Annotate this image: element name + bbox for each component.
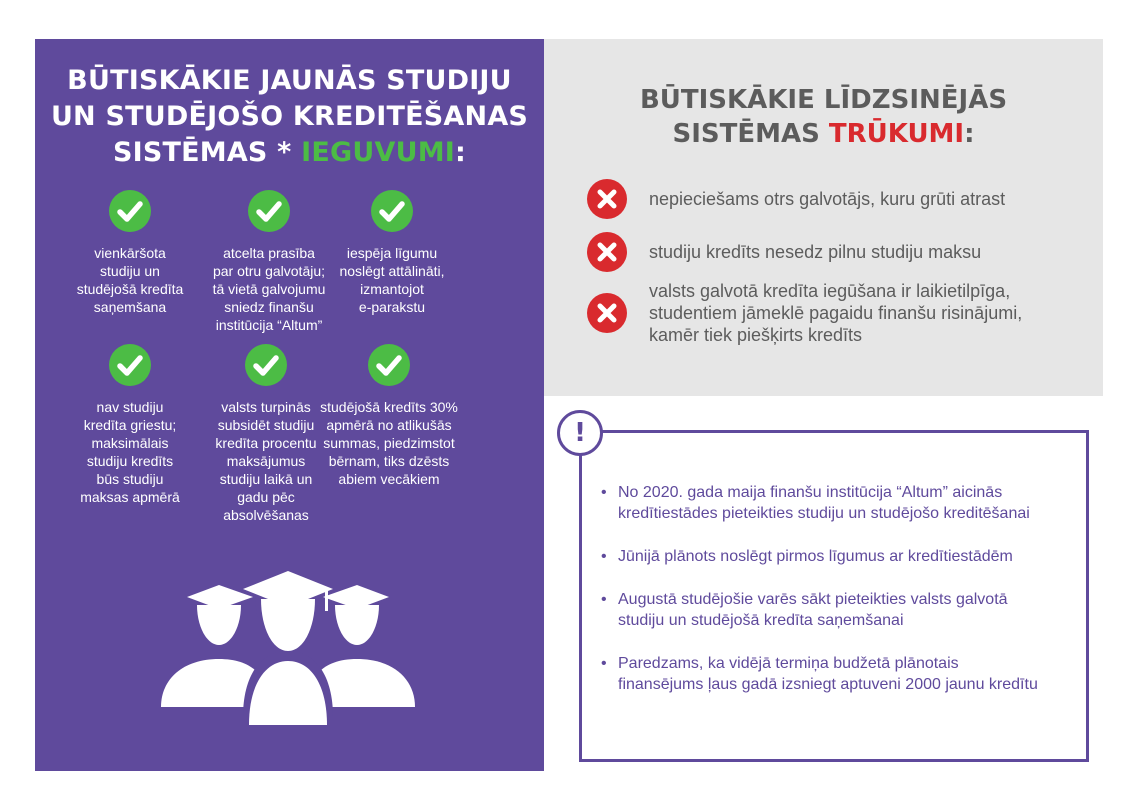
x-icon <box>587 179 627 219</box>
graduates-icon <box>157 567 419 727</box>
alert-icon: ! <box>557 410 603 456</box>
bullet-icon: • <box>601 484 607 501</box>
drawback-text: studiju kredīts nesedz pilnu studiju maksu <box>649 242 982 262</box>
info-list <box>601 482 1081 717</box>
drawbacks-title: BŪTISKĀKIE LĪDZSINĒJĀS SISTĒMAS TRŪKUMI: <box>639 85 1008 149</box>
benefits-panel <box>35 39 544 771</box>
benefit-item <box>314 344 464 488</box>
x-icon <box>587 293 627 333</box>
check-icon <box>245 344 287 386</box>
benefits-title-accent: IEGUVUMI <box>301 137 456 168</box>
check-icon <box>248 190 290 232</box>
benefits-title: BŪTISKĀKIE JAUNĀS STUDIJU UN STUDĒJOŠO KREDITĒŠANAS SISTĒMAS * IEGUVUMI: <box>50 65 529 168</box>
bullet-icon: • <box>601 655 607 672</box>
benefit-text: nav studiju kredīta griestu; maksimālais studiju kredīts būs studiju maksas apmērā <box>80 399 180 505</box>
check-icon <box>109 344 151 386</box>
drawback-item <box>587 232 981 272</box>
benefit-item <box>55 190 205 316</box>
check-icon <box>368 344 410 386</box>
drawbacks-title-accent: TRŪKUMI <box>828 119 965 149</box>
check-icon <box>371 190 413 232</box>
benefit-text: studējošā kredīts 30% apmērā no atlikušās summas, piedzimstot bērnam, tiks dzēsts abiem vecākiem <box>320 399 458 487</box>
check-icon <box>109 190 151 232</box>
list-item: • Paredzams, ka vidējā termiņa budžetā plānotais finansējums ļaus gadā izsniegt aptuveni 2000 jaunu kredītu <box>601 655 1038 693</box>
list-item: • Jūnijā plānots noslēgt pirmos līgumus ar kredītiestādēm <box>601 548 1013 565</box>
benefit-item <box>55 344 205 506</box>
benefit-text: valsts turpinās subsidēt studiju kredīta procentu maksājumus studiju laikā un gadu pēc absolvēšanas <box>215 399 317 523</box>
drawback-item <box>587 280 1022 346</box>
benefit-text: vienkāršota studiju un studējošā kredīta saņemšana <box>76 245 184 315</box>
x-icon <box>587 232 627 272</box>
bullet-icon: • <box>601 548 607 565</box>
list-item: • No 2020. gada maija finanšu institūcija “Altum” aicinās kredītiestādes pieteikties studiju un studējošo kreditēšanai <box>601 484 1030 522</box>
drawback-item <box>587 179 1005 219</box>
bullet-icon: • <box>601 591 607 608</box>
drawback-text: valsts galvotā kredīta iegūšana ir laikietilpīga, studentiem jāmeklē pagaidu finanšu risinājumi, kamēr tiek piešķirts kredīts <box>649 281 1023 345</box>
drawbacks-panel <box>544 39 1103 396</box>
drawback-text: nepieciešams otrs galvotājs, kuru grūti atrast <box>649 189 1006 209</box>
benefit-item <box>317 190 467 316</box>
list-item: • Augustā studējošie varēs sākt pieteikties valsts galvotā studiju un studējošā kredīta saņemšanai <box>601 591 1008 629</box>
benefit-text: iespēja līgumu noslēgt attālināti, izmantojot e-parakstu <box>339 245 445 315</box>
benefit-text: atcelta prasība par otru galvotāju; tā vietā galvojumu sniedz finanšu institūcija “Altum” <box>212 245 326 333</box>
